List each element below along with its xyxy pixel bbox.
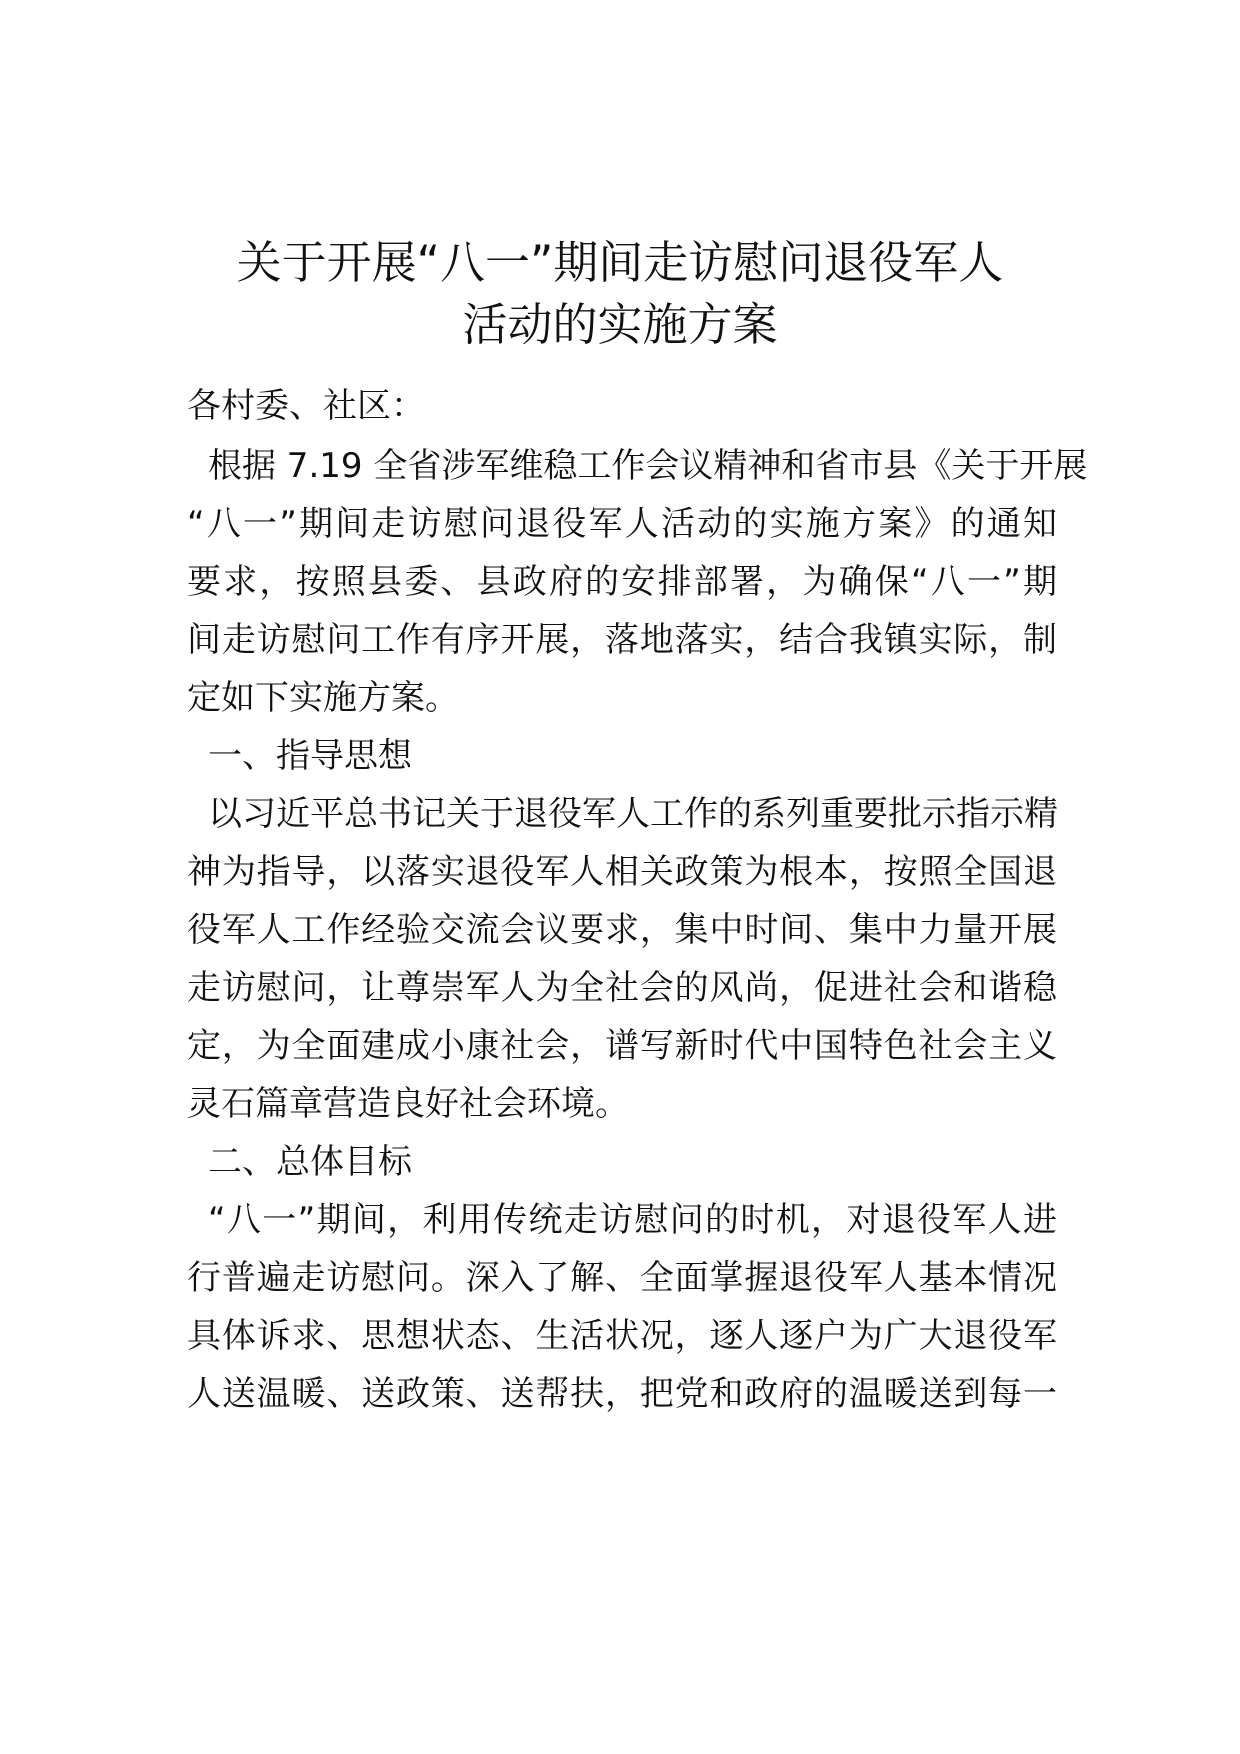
paragraph-ideology-line-1: 以习近平总书记关于退役军人工作的系列重要批示指示精 bbox=[208, 794, 1058, 834]
paragraph-ideology-line-6: 灵石篇章营造良好社会环境。 bbox=[187, 1084, 629, 1124]
paragraph-goal-line-2: 行普遍走访慰问。深入了解、全面掌握退役军人基本情况 bbox=[187, 1258, 1057, 1298]
paragraph-ideology-line-4: 走访慰问，让尊崇军人为全社会的风尚，促进社会和谐稳 bbox=[187, 968, 1057, 1008]
paragraph-goal-line-4: 人送温暖、送政策、送帮扶，把党和政府的温暖送到每一 bbox=[187, 1374, 1057, 1414]
paragraph-ideology-line-5: 定，为全面建成小康社会，谱写新时代中国特色社会主义 bbox=[187, 1026, 1057, 1066]
document-title-line-1: 关于开展“八一”期间走访慰问退役军人 bbox=[236, 236, 1004, 289]
paragraph-ideology-line-3: 役军人工作经验交流会议要求，集中时间、集中力量开展 bbox=[187, 910, 1057, 950]
document-title-line-2: 活动的实施方案 bbox=[462, 298, 778, 351]
paragraph-goal-line-1: “八一”期间，利用传统走访慰问的时机，对退役军人进 bbox=[208, 1200, 1057, 1240]
paragraph-intro-line-3: 要求，按照县委、县政府的安排部署，为确保“八一”期 bbox=[187, 562, 1057, 602]
salutation: 各村委、社区： bbox=[187, 386, 425, 426]
section-heading-overall-goal: 二、总体目标 bbox=[208, 1142, 412, 1182]
paragraph-intro-line-1: 根据 7.19 全省涉军维稳工作会议精神和省市县《关于开展 bbox=[208, 446, 1088, 486]
paragraph-intro-line-5: 定如下实施方案。 bbox=[187, 678, 459, 718]
section-heading-guiding-ideology: 一、指导思想 bbox=[208, 736, 412, 776]
paragraph-intro-line-2: “八一”期间走访慰问退役军人活动的实施方案》的通知 bbox=[187, 504, 1057, 544]
paragraph-goal-line-3: 具体诉求、思想状态、生活状况，逐人逐户为广大退役军 bbox=[187, 1316, 1057, 1356]
paragraph-ideology-line-2: 神为指导，以落实退役军人相关政策为根本，按照全国退 bbox=[187, 852, 1057, 892]
paragraph-intro-line-4: 间走访慰问工作有序开展，落地落实，结合我镇实际，制 bbox=[187, 620, 1057, 660]
